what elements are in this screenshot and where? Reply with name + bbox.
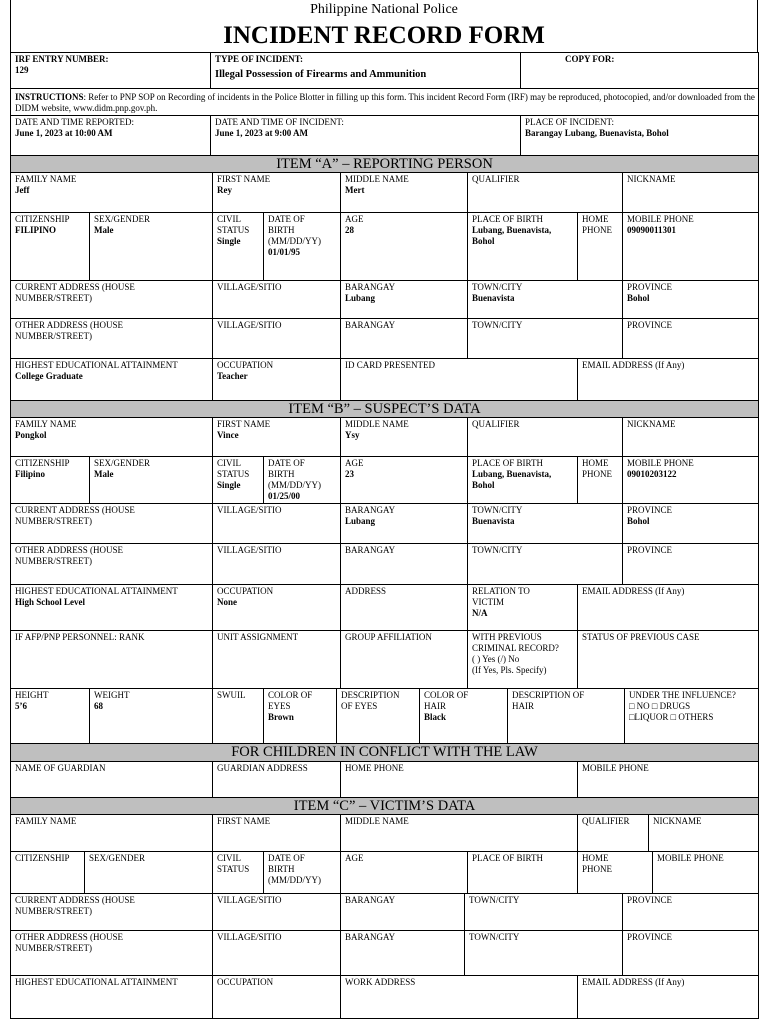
c-province-label: PROVINCE (627, 895, 673, 905)
a-town-city-cell[interactable] (467, 280, 623, 319)
b-place-of-birth-value[interactable]: Lubang, Buenavista, Bohol (472, 469, 552, 490)
a-id-card-cell[interactable] (340, 358, 578, 401)
b-citizenship-value[interactable]: Filipino (15, 469, 46, 479)
instructions-cell (10, 88, 759, 116)
b-other-barangay-label: BARANGAY (345, 545, 396, 555)
a-first-name-value[interactable]: Rey (217, 185, 232, 195)
b-color-of-eyes-cell[interactable] (263, 688, 337, 744)
b-civil-status-label: CIVIL STATUS (217, 458, 250, 479)
b-relation-to-victim-value[interactable]: N/A (472, 608, 488, 618)
b-other-barangay-cell[interactable] (340, 543, 468, 585)
b-group-affiliation-label: GROUP AFFILIATION (345, 632, 432, 642)
b-under-the-influence-cell[interactable] (624, 688, 759, 744)
c-occupation-cell[interactable] (212, 975, 341, 1019)
c-date-of-birth-label: DATE OF BIRTH (MM/DD/YY) (268, 853, 321, 885)
a-sex-gender-label: SEX/GENDER (94, 214, 150, 224)
c-current-address-cell[interactable] (10, 893, 213, 931)
b-email-label: EMAIL ADDRESS (If Any) (582, 586, 685, 596)
b-weight-label: WEIGHT (94, 690, 130, 700)
a-place-of-birth-cell[interactable] (467, 212, 578, 281)
section-b-header: ITEM “B” – SUSPECT’S DATA (10, 400, 759, 418)
a-email-label: EMAIL ADDRESS (If Any) (582, 360, 685, 370)
a-town-city-label: TOWN/CITY (472, 282, 523, 292)
b-address-label: ADDRESS (345, 586, 387, 596)
b-other-province-cell[interactable] (622, 543, 759, 585)
c-other-address-label: OTHER ADDRESS (HOUSE NUMBER/STREET) (15, 932, 124, 953)
a-other-address-label: OTHER ADDRESS (HOUSE NUMBER/STREET) (15, 320, 124, 341)
a-town-city-value[interactable]: Buenavista (472, 293, 515, 303)
b-other-province-label: PROVINCE (627, 545, 673, 555)
c-sex-gender-label: SEX/GENDER (89, 853, 145, 863)
c-work-address-label: WORK ADDRESS (345, 977, 416, 987)
a-current-address-cell[interactable] (10, 280, 213, 319)
b-age-value[interactable]: 23 (345, 469, 354, 479)
a-citizenship-value[interactable]: FILIPINO (15, 225, 57, 235)
c-place-of-birth-cell[interactable] (467, 851, 578, 894)
b-age-cell[interactable] (340, 456, 468, 504)
b-height-label: HEIGHT (15, 690, 49, 700)
b-middle-name-value[interactable]: Ysy (345, 430, 360, 440)
a-family-name-label: FAMILY NAME (15, 174, 77, 184)
b-current-address-label: CURRENT ADDRESS (HOUSE NUMBER/STREET) (15, 505, 135, 526)
b-other-village-sitio-cell[interactable] (212, 543, 341, 585)
a-civil-status-cell[interactable] (212, 212, 264, 281)
a-first-name-cell[interactable] (212, 172, 341, 213)
agency-name: Philippine National Police (310, 2, 458, 17)
c-barangay-cell[interactable] (340, 893, 465, 931)
b-swuil-label: SWUIL (217, 690, 246, 700)
a-village-sitio-cell[interactable] (212, 280, 341, 319)
b-qualifier-cell[interactable] (467, 417, 623, 457)
place-of-incident-label: PLACE OF INCIDENT: (525, 117, 615, 127)
c-mobile-phone-cell[interactable] (652, 851, 759, 894)
cicl-guardian-name-cell[interactable] (10, 761, 213, 798)
b-description-of-eyes-cell[interactable] (336, 688, 420, 744)
a-occupation-value[interactable]: Teacher (217, 371, 248, 381)
c-nickname-cell[interactable] (648, 814, 759, 852)
c-current-address-label: CURRENT ADDRESS (HOUSE NUMBER/STREET) (15, 895, 135, 916)
a-age-label: AGE (345, 214, 364, 224)
b-barangay-label: BARANGAY (345, 505, 396, 515)
a-occupation-cell[interactable] (212, 358, 341, 401)
a-mobile-phone-label: MOBILE PHONE (627, 214, 694, 224)
c-work-address-cell[interactable] (340, 975, 578, 1019)
c-other-town-city-cell[interactable] (464, 930, 623, 976)
b-place-of-birth-cell[interactable] (467, 456, 578, 504)
a-barangay-value[interactable]: Lubang (345, 293, 376, 303)
section-a-header: ITEM “A” – REPORTING PERSON (10, 155, 759, 173)
c-other-province-label: PROVINCE (627, 932, 673, 942)
date-time-incident-cell[interactable] (210, 115, 521, 156)
a-qualifier-cell[interactable] (467, 172, 623, 213)
a-date-of-birth-value[interactable]: 01/01/95 (268, 247, 301, 257)
c-other-barangay-cell[interactable] (340, 930, 465, 976)
type-of-incident-value[interactable]: Illegal Possession of Firearms and Ammunition (215, 69, 427, 80)
a-other-village-sitio-label: VILLAGE/SITIO (217, 320, 282, 330)
b-unit-assignment-cell[interactable] (212, 630, 341, 689)
b-home-phone-cell[interactable] (577, 456, 623, 504)
c-other-town-city-label: TOWN/CITY (469, 932, 520, 942)
b-nickname-cell[interactable] (622, 417, 759, 457)
a-mobile-phone-value[interactable]: 09090011301 (627, 225, 677, 235)
b-middle-name-label: MIDDLE NAME (345, 419, 409, 429)
place-of-incident-value[interactable]: Barangay Lubang, Buenavista, Bohol (525, 128, 669, 138)
b-town-city-cell[interactable] (467, 503, 623, 544)
b-education-cell[interactable] (10, 584, 213, 631)
b-nickname-label: NICKNAME (627, 419, 676, 429)
a-home-phone-cell[interactable] (577, 212, 623, 281)
b-village-sitio-cell[interactable] (212, 503, 341, 544)
b-color-of-hair-value[interactable]: Black (424, 712, 447, 722)
b-relation-to-victim-cell[interactable] (467, 584, 578, 631)
b-color-of-hair-label: COLOR OF HAIR (424, 690, 469, 711)
a-civil-status-label: CIVIL STATUS (217, 214, 250, 235)
b-color-of-eyes-label: COLOR OF EYES (268, 690, 313, 711)
b-province-value[interactable]: Bohol (627, 516, 650, 526)
b-civil-status-cell[interactable] (212, 456, 264, 504)
b-province-cell[interactable] (622, 503, 759, 544)
b-swuil-cell[interactable] (212, 688, 264, 744)
a-citizenship-label: CITIZENSHIP (15, 214, 70, 224)
b-current-address-cell[interactable] (10, 503, 213, 544)
a-qualifier-label: QUALIFIER (472, 174, 520, 184)
a-other-village-sitio-cell[interactable] (212, 318, 341, 359)
instructions-text: : Refer to PNP SOP on Recording of incidents in the Police Blotter in filling up this form. This incident Record Form (IRF) may be reproduced, photocopied, and/or downloaded from the DIDM website, www.didm.pnp.gov.ph. (15, 92, 755, 113)
b-date-of-birth-cell[interactable] (263, 456, 341, 504)
a-family-name-value[interactable]: Jeff (15, 185, 30, 195)
c-age-cell[interactable] (340, 851, 468, 894)
section-c-header: ITEM “C” – VICTIM’S DATA (10, 797, 759, 815)
a-age-value[interactable]: 28 (345, 225, 354, 235)
c-education-label: HIGHEST EDUCATIONAL ATTAINMENT (15, 977, 178, 987)
a-email-cell[interactable] (577, 358, 759, 401)
c-middle-name-cell[interactable] (340, 814, 578, 852)
b-description-of-hair-cell[interactable] (507, 688, 625, 744)
b-qualifier-label: QUALIFIER (472, 419, 520, 429)
c-town-city-label: TOWN/CITY (469, 895, 520, 905)
a-village-sitio-label: VILLAGE/SITIO (217, 282, 282, 292)
b-town-city-label: TOWN/CITY (472, 505, 523, 515)
a-barangay-cell[interactable] (340, 280, 468, 319)
a-other-province-label: PROVINCE (627, 320, 673, 330)
irf-entry-number-label: IRF ENTRY NUMBER: (15, 54, 109, 64)
c-first-name-label: FIRST NAME (217, 816, 271, 826)
b-relation-to-victim-label: RELATION TO VICTIM (472, 586, 530, 607)
a-place-of-birth-label: PLACE OF BIRTH (472, 214, 543, 224)
c-occupation-label: OCCUPATION (217, 977, 274, 987)
c-barangay-label: BARANGAY (345, 895, 396, 905)
b-civil-status-value[interactable]: Single (217, 480, 241, 490)
date-time-reported-value[interactable]: June 1, 2023 at 10:00 AM (15, 128, 113, 138)
c-town-city-cell[interactable] (464, 893, 623, 931)
a-other-address-cell[interactable] (10, 318, 213, 359)
section-cicl-header: FOR CHILDREN IN CONFLICT WITH THE LAW (10, 743, 759, 762)
b-group-affiliation-cell[interactable] (340, 630, 468, 689)
c-mobile-phone-label: MOBILE PHONE (657, 853, 724, 863)
a-date-of-birth-label: DATE OF BIRTH (MM/DD/YY) (268, 214, 321, 246)
type-of-incident-cell[interactable] (210, 52, 521, 89)
b-previous-record-cell[interactable] (467, 630, 578, 689)
b-first-name-label: FIRST NAME (217, 419, 271, 429)
a-other-province-cell[interactable] (622, 318, 759, 359)
b-occupation-cell[interactable] (212, 584, 341, 631)
a-middle-name-label: MIDDLE NAME (345, 174, 409, 184)
c-education-cell[interactable] (10, 975, 213, 1019)
c-qualifier-label: QUALIFIER (582, 816, 630, 826)
a-family-name-cell[interactable] (10, 172, 213, 213)
a-barangay-label: BARANGAY (345, 282, 396, 292)
cicl-mobile-phone-cell[interactable] (577, 761, 759, 798)
b-home-phone-label: HOME PHONE (582, 458, 613, 479)
c-middle-name-label: MIDDLE NAME (345, 816, 409, 826)
instructions-label: INSTRUCTIONS (15, 92, 84, 102)
b-middle-name-cell[interactable] (340, 417, 468, 457)
form-title: INCIDENT RECORD FORM (223, 22, 545, 49)
b-status-previous-case-label: STATUS OF PREVIOUS CASE (582, 632, 700, 642)
c-other-village-sitio-label: VILLAGE/SITIO (217, 932, 282, 942)
c-email-cell[interactable] (577, 975, 759, 1019)
b-family-name-value[interactable]: Pongkol (15, 430, 47, 440)
a-age-cell[interactable] (340, 212, 468, 281)
c-village-sitio-cell[interactable] (212, 893, 341, 931)
b-sex-gender-cell[interactable] (89, 456, 213, 504)
a-education-value[interactable]: College Graduate (15, 371, 83, 381)
c-home-phone-label: HOME PHONE (582, 853, 613, 874)
c-citizenship-cell[interactable] (10, 851, 85, 894)
b-town-city-value[interactable]: Buenavista (472, 516, 515, 526)
a-nickname-label: NICKNAME (627, 174, 676, 184)
a-home-phone-label: HOME PHONE (582, 214, 613, 235)
a-other-town-city-cell[interactable] (467, 318, 623, 359)
a-other-town-city-label: TOWN/CITY (472, 320, 523, 330)
a-province-label: PROVINCE (627, 282, 673, 292)
type-of-incident-label: TYPE OF INCIDENT: (215, 54, 304, 64)
b-mobile-phone-value[interactable]: 09010203122 (627, 469, 677, 479)
c-home-phone-cell[interactable] (577, 851, 653, 894)
c-village-sitio-label: VILLAGE/SITIO (217, 895, 282, 905)
cicl-guardian-address-cell[interactable] (212, 761, 341, 798)
b-other-town-city-label: TOWN/CITY (472, 545, 523, 555)
a-education-label: HIGHEST EDUCATIONAL ATTAINMENT (15, 360, 178, 370)
b-sex-gender-label: SEX/GENDER (94, 458, 150, 468)
cicl-home-phone-label: HOME PHONE (345, 763, 404, 773)
a-date-of-birth-cell[interactable] (263, 212, 341, 281)
b-province-label: PROVINCE (627, 505, 673, 515)
b-date-of-birth-label: DATE OF BIRTH (MM/DD/YY) (268, 458, 321, 490)
a-citizenship-cell[interactable] (10, 212, 90, 281)
a-current-address-label: CURRENT ADDRESS (HOUSE NUMBER/STREET) (15, 282, 135, 303)
c-other-barangay-label: BARANGAY (345, 932, 396, 942)
a-mobile-phone-cell[interactable] (622, 212, 759, 281)
a-other-barangay-cell[interactable] (340, 318, 468, 359)
c-other-village-sitio-cell[interactable] (212, 930, 341, 976)
cicl-guardian-name-label: NAME OF GUARDIAN (15, 763, 106, 773)
a-civil-status-value[interactable]: Single (217, 236, 241, 246)
b-education-label: HIGHEST EDUCATIONAL ATTAINMENT (15, 586, 178, 596)
b-afp-pnp-rank-cell[interactable] (10, 630, 213, 689)
a-id-card-label: ID CARD PRESENTED (345, 360, 436, 370)
cicl-guardian-address-label: GUARDIAN ADDRESS (217, 763, 308, 773)
a-middle-name-value[interactable]: Mert (345, 185, 365, 195)
place-of-incident-cell[interactable] (520, 115, 759, 156)
b-family-name-label: FAMILY NAME (15, 419, 77, 429)
b-education-value[interactable]: High School Level (15, 597, 86, 607)
b-first-name-cell[interactable] (212, 417, 341, 457)
a-other-barangay-label: BARANGAY (345, 320, 396, 330)
a-nickname-cell[interactable] (622, 172, 759, 213)
c-first-name-cell[interactable] (212, 814, 341, 852)
c-sex-gender-cell[interactable] (84, 851, 213, 894)
cicl-home-phone-cell[interactable] (340, 761, 578, 798)
c-nickname-label: NICKNAME (653, 816, 702, 826)
c-family-name-cell[interactable] (10, 814, 213, 852)
b-height-value[interactable]: 5’6 (15, 701, 27, 711)
c-place-of-birth-label: PLACE OF BIRTH (472, 853, 543, 863)
b-color-of-eyes-value[interactable]: Brown (268, 712, 294, 722)
b-age-label: AGE (345, 458, 364, 468)
b-afp-pnp-rank-label: IF AFP/PNP PERSONNEL: RANK (15, 632, 145, 642)
b-email-cell[interactable] (577, 584, 759, 631)
b-height-cell[interactable] (10, 688, 90, 744)
b-weight-value[interactable]: 68 (94, 701, 103, 711)
b-other-address-label: OTHER ADDRESS (HOUSE NUMBER/STREET) (15, 545, 124, 566)
b-color-of-hair-cell[interactable] (419, 688, 508, 744)
c-other-address-cell[interactable] (10, 930, 213, 976)
b-description-of-eyes-label: DESCRIPTION OF EYES (341, 690, 400, 711)
b-barangay-value[interactable]: Lubang (345, 516, 376, 526)
b-occupation-value[interactable]: None (217, 597, 237, 607)
a-place-of-birth-value[interactable]: Lubang, Buenavista, Bohol (472, 225, 552, 246)
c-family-name-label: FAMILY NAME (15, 816, 77, 826)
b-address-cell[interactable] (340, 584, 468, 631)
b-other-town-city-cell[interactable] (467, 543, 623, 585)
c-date-of-birth-cell[interactable] (263, 851, 341, 894)
b-occupation-label: OCCUPATION (217, 586, 274, 596)
c-qualifier-cell[interactable] (577, 814, 649, 852)
cicl-mobile-phone-label: MOBILE PHONE (582, 763, 649, 773)
copy-for-cell[interactable] (520, 52, 759, 89)
c-email-label: EMAIL ADDRESS (If Any) (582, 977, 685, 987)
c-age-label: AGE (345, 853, 364, 863)
b-sex-gender-value[interactable]: Male (94, 469, 114, 479)
b-mobile-phone-label: MOBILE PHONE (627, 458, 694, 468)
b-other-village-sitio-label: VILLAGE/SITIO (217, 545, 282, 555)
c-other-province-cell[interactable] (622, 930, 759, 976)
b-village-sitio-label: VILLAGE/SITIO (217, 505, 282, 515)
a-sex-gender-cell[interactable] (89, 212, 213, 281)
a-middle-name-cell[interactable] (340, 172, 468, 213)
b-family-name-cell[interactable] (10, 417, 213, 457)
irf-entry-number-cell[interactable] (10, 52, 211, 89)
a-province-cell[interactable] (622, 280, 759, 319)
a-education-cell[interactable] (10, 358, 213, 401)
date-time-incident-value[interactable]: June 1, 2023 at 9:00 AM (215, 128, 308, 138)
b-first-name-value[interactable]: Vince (217, 430, 239, 440)
b-previous-record-label: WITH PREVIOUS CRIMINAL RECORD? ( ) Yes (/) No (If Yes, Pls. Specify) (472, 632, 559, 675)
b-date-of-birth-value[interactable]: 01/25/00 (268, 491, 301, 501)
c-citizenship-label: CITIZENSHIP (15, 853, 70, 863)
b-under-the-influence-label: UNDER THE INFLUENCE? □ NO □ DRUGS □LIQUOR □ OTHERS (629, 690, 736, 722)
a-occupation-label: OCCUPATION (217, 360, 274, 370)
a-sex-gender-value[interactable]: Male (94, 225, 114, 235)
b-description-of-hair-label: DESCRIPTION OF HAIR (512, 690, 585, 711)
date-time-reported-cell[interactable] (10, 115, 211, 156)
irf-entry-number-value[interactable]: 129 (15, 65, 29, 75)
b-citizenship-label: CITIZENSHIP (15, 458, 70, 468)
b-mobile-phone-cell[interactable] (622, 456, 759, 504)
date-time-reported-label: DATE AND TIME REPORTED: (15, 117, 135, 127)
b-citizenship-cell[interactable] (10, 456, 90, 504)
b-status-previous-case-cell[interactable] (577, 630, 759, 689)
c-civil-status-label: CIVIL STATUS (217, 853, 250, 874)
c-civil-status-cell[interactable] (212, 851, 264, 894)
b-place-of-birth-label: PLACE OF BIRTH (472, 458, 543, 468)
a-first-name-label: FIRST NAME (217, 174, 271, 184)
b-unit-assignment-label: UNIT ASSIGNMENT (217, 632, 299, 642)
c-province-cell[interactable] (622, 893, 759, 931)
b-weight-cell[interactable] (89, 688, 213, 744)
a-province-value[interactable]: Bohol (627, 293, 650, 303)
b-barangay-cell[interactable] (340, 503, 468, 544)
b-other-address-cell[interactable] (10, 543, 213, 585)
copy-for-label: COPY FOR: (565, 54, 615, 64)
date-time-incident-label: DATE AND TIME OF INCIDENT: (215, 117, 344, 127)
